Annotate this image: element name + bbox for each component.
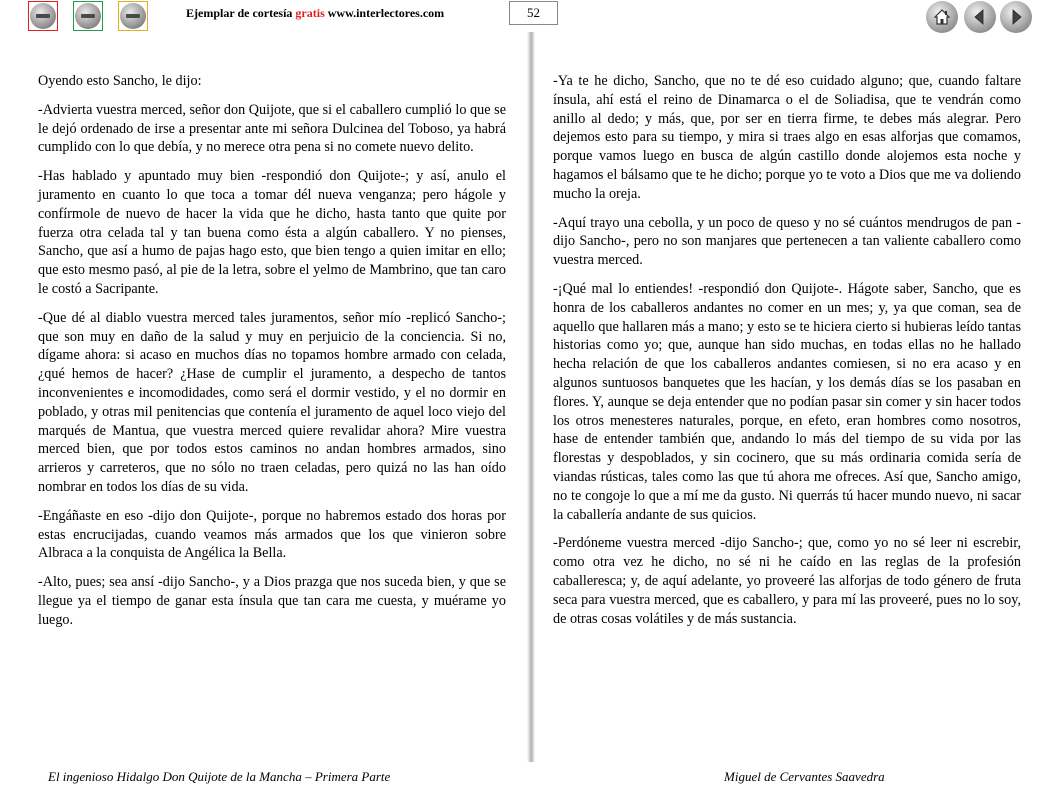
minimize-button-green[interactable] (73, 1, 103, 31)
right-page-text (553, 72, 1021, 638)
minimize-icon (75, 3, 101, 29)
paragraph: -Alto, pues; sea ansí -dijo Sancho-, y a Dios prazga que nos suceda bien, y que se llegue ya el tiempo de ganar esta ínsula que tan cara me cuesta, y muérame yo luego. (38, 574, 506, 628)
minimize-icon (120, 3, 146, 29)
previous-page-button[interactable] (964, 1, 996, 33)
paragraph: Oyendo esto Sancho, le dijo: (38, 73, 202, 89)
page-gutter-divider (527, 32, 535, 762)
courtesy-free-label: gratis (295, 6, 325, 20)
minimize-button-yellow[interactable] (118, 1, 148, 31)
next-page-button[interactable] (1000, 1, 1032, 33)
paragraph: -Perdóneme vuestra merced -dijo Sancho-; que, como yo no sé leer ni escrebir, como otra vez he dicho, no sé ni he caído en las reglas de la profesión caballeresca; y, de aquí adelante, yo proveeré las alforjas de todo género de fruta seca para vuestra merced, que es caballero, y para mí las proveeré, pues no lo soy, de otras cosas volátiles y de más sustancia. (553, 535, 1021, 627)
paragraph: -Ya te he dicho, Sancho, que no te dé eso cuidado alguno; que, cuando faltare ínsula, ahí está el reino de Dinamarca o el de Soliadisa, que te vendrán como anillo al dedo; y más, que, por ser en tierra firme, te debes más alegrar. Pero dejemos esto para su tiempo, y mira si traes algo en esas alforjas que comamos, porque vamos luego en busca de algún castillo donde alojemos esta noche y hagamos el bálsamo que te he dicho; porque yo te voto a Dios que me va doliendo mucho la oreja. (553, 73, 1021, 202)
paragraph: -Aquí trayo una cebolla, y un poco de queso y no sé cuántos mendrugos de pan -dijo Sancho-, pero no son manjares que pertenecen a tan valiente caballero como vuestra merced. (553, 214, 1021, 269)
back-arrow-icon (970, 7, 990, 27)
footer-book-title: El ingenioso Hidalgo Don Quijote de la Mancha – Primera Parte (48, 769, 391, 784)
paragraph: -Has hablado y apuntado muy bien -respondió don Quijote-; y así, anulo el juramento en cuanto lo que toca a tomar dél nueva venganza; pero hágole y confírmole de nuevo de hacer la vida que he dicho, hasta tanto que quite por fuerza otra celada tal y tan buena como ésta a algún caballero. Y no pienses, Sancho, que así a humo de pajas hago esto, que bien tengo a quien imitar en ello; que esto mesmo pasó, al pie de la letra, sobre el yelmo de Mambrino, que tan caro le costó a Sacripante. (38, 168, 506, 297)
courtesy-notice (186, 6, 444, 21)
minimize-button-red[interactable] (28, 1, 58, 31)
paragraph: -Advierta vuestra merced, señor don Quijote, que si el caballero cumplió lo que se le dejó ordenado de irse a presentar ante mi señora Dulcinea del Toboso, ya habrá cumplido con lo que debía, y no merece otra pena si no comete nuevo delito. (38, 101, 506, 156)
paragraph: -¡Qué mal lo entiendes! -respondió don Quijote-. Hágote saber, Sancho, que es honra de los caballeros andantes no comer en un mes; y, ya que coman, sea de aquello que hallaren más a mano; y esto se te hiciera cierto si hubieras leído tantas historias como yo; que, aunque han sido muchas, en todas ellas no he hallado hecha relación de que los caballeros andantes comiesen, si no era acaso y en algunos suntuosos banquetes que les hacían, y los demás días se los pasaban en flores. Y, aunque se deja entender que no podían pasar sin comer y sin hacer todos los otros menesteres naturales, porque, en efeto, eran hombres como nosotros, hase de entender también que, andando lo más del tiempo de su vida por las florestas y despoblados, y sin cocinero, que su más ordinaria comida sería de viandas rústicas, tales como las que tú ahora me ofreces. Así que, Sancho amigo, no te congoje lo que a mí me da gusto. Ni querrás tú hacer mundo nuevo, ni sacar la caballería andante de sus quicios. (553, 280, 1021, 523)
top-toolbar (0, 0, 1058, 32)
paragraph: -Que dé al diablo vuestra merced tales juramentos, señor mío -replicó Sancho-; que son muy en daño de la salud y muy en perjuicio de la conciencia. Si no, dígame ahora: si acaso en muchos días no topamos hombre armado con celada, ¿qué hemos de hacer? ¿Hase de cumplir el juramento, a despecho de tantos inconvenientes e incomodidades, como será el dormir vestido, y el no dormir en poblado, y otras mil penitencias que contenía el juramento de aquel loco viejo del marqués de Mantua, que vuestra merced quiere revalidar ahora? Mire vuestra merced bien, que por todos estos caminos no andan hombres armados, sino arrieros y carreteros, que no sólo no traen celadas, pero quizá no las han oído nombrar en todos los días de su vida. (38, 309, 506, 495)
home-icon (932, 7, 952, 27)
courtesy-prefix: Ejemplar de cortesía (186, 6, 293, 20)
paragraph: -Engáñaste en eso -dijo don Quijote-, porque no habremos estado dos horas por estas encrucijadas, cuando veamos más armados que los que vinieron sobre Albraca a la conquista de Angélica la Bella. (38, 507, 506, 562)
home-button[interactable] (926, 1, 958, 33)
forward-arrow-icon (1006, 7, 1026, 27)
left-page-text (38, 72, 506, 640)
page-number-box: 52 (509, 1, 558, 25)
minimize-icon (30, 3, 56, 29)
courtesy-site-link[interactable]: www.interlectores.com (327, 6, 445, 20)
footer-author: Miguel de Cervantes Saavedra (724, 769, 885, 784)
